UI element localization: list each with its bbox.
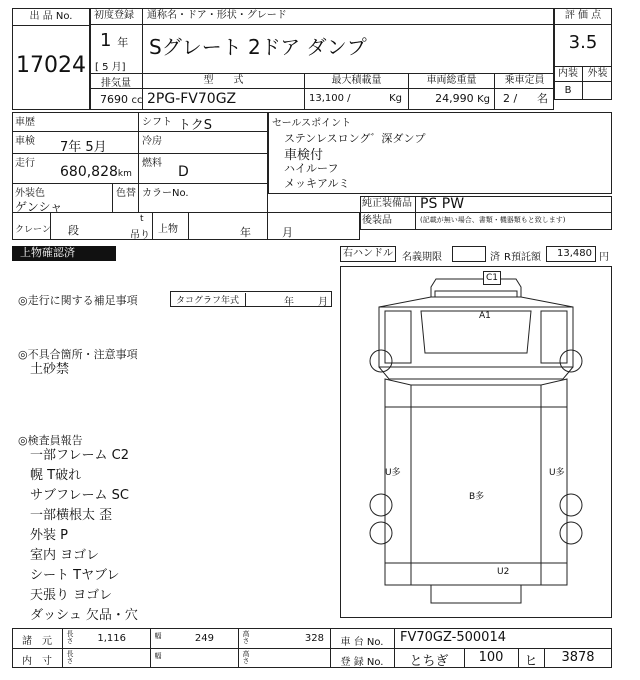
upper-divider (188, 212, 189, 240)
crane-divider (50, 212, 51, 240)
length-value: 1,116 (97, 633, 126, 644)
dump-bed (411, 385, 541, 585)
right-side-panel (541, 379, 567, 585)
upper-box (152, 212, 360, 240)
mark-u-left: U多 (385, 468, 401, 478)
first-reg-year (100, 30, 128, 51)
inner-length-label: 長さ (66, 650, 74, 664)
shift-value: トクS (178, 118, 212, 133)
displacement-unit: cc (131, 95, 143, 106)
displacement-label: 排気量 (101, 78, 131, 89)
mileage-label: 走行 (15, 158, 35, 169)
inspector-item: 室内 ヨゴレ (30, 548, 100, 563)
gross-weight-value (408, 89, 494, 110)
defect-item: 土砂禁 (30, 362, 70, 377)
inspector-item: 天張り ヨゴレ (30, 588, 113, 603)
inspector-item: ダッシュ 欠品・穴 (30, 608, 138, 623)
confirm-banner: 上物確認済 (12, 246, 116, 261)
length-label: 長さ (66, 630, 74, 644)
mark-a1: A1 (479, 311, 491, 321)
tacho-year: 年 (284, 297, 294, 308)
reg-area: とちぎ (409, 654, 449, 669)
lot-label: 出 品 No. (13, 9, 89, 26)
cab-top-edge (379, 297, 573, 307)
width-value: 249 (194, 633, 214, 644)
cab-roof (431, 279, 521, 297)
footer-row-line (12, 648, 612, 649)
model-name-label: 通称名・ドア・形状・グレード (142, 8, 554, 25)
mark-c1: C1 (483, 271, 501, 285)
first-reg-year-unit: 年 (117, 36, 129, 49)
width-label: 幅 (154, 632, 162, 639)
recycle-prefix: 済 (490, 252, 500, 263)
max-load-label: 最大積載量 (304, 73, 408, 89)
r-fee-label: R預託額 (504, 252, 541, 263)
lot-number-box (12, 8, 90, 110)
inner-height-label: 高さ (242, 650, 250, 664)
fuel-value: D (178, 164, 189, 180)
defect-title: ◎不具合箇所・注意事項 (18, 348, 138, 361)
exterior-grade (583, 82, 612, 100)
aftermarket-note: (記載が無い場合、書類・機器類もと致します) (420, 216, 566, 224)
sales-point-2: 車検付 (284, 148, 324, 163)
rear-right-wheel-2 (560, 522, 582, 544)
color-no-label: 色替 (116, 188, 136, 199)
inspector-list (30, 446, 138, 626)
interior-grade: B (554, 82, 583, 100)
aftermarket-label: 後装品 (360, 213, 416, 230)
cab-bottom (379, 367, 573, 379)
color-no2-label: カラーNo. (142, 188, 189, 199)
footer-col-2 (150, 628, 151, 668)
gross-weight-number: 24,990 (435, 92, 474, 105)
mark-u-right: U多 (549, 468, 565, 478)
model-name: Sグレート 2ドア ダンプ (142, 25, 554, 73)
max-load-unit: Kg (389, 93, 402, 104)
color-value: ゲンシャ (15, 200, 63, 214)
tachograph-label: タコグラフ年式 (170, 293, 246, 306)
gross-weight-unit: Kg (477, 94, 490, 105)
mark-u2: U2 (497, 567, 510, 577)
row-line-1 (12, 131, 268, 132)
diagram-frame (340, 266, 612, 618)
aircon-label: 冷房 (142, 136, 162, 147)
height-value: 328 (304, 633, 324, 644)
inspector-item: 一部フレーム C2 (30, 448, 129, 463)
capacity-number: 2 / (503, 92, 518, 105)
left-door (385, 311, 411, 363)
shift-label: シフト (142, 117, 172, 128)
upper-year: 年 (240, 226, 251, 239)
crane-lift: 吊り (130, 230, 150, 241)
sales-point-4: メッキアルミ (284, 177, 350, 190)
gross-weight-label: 車両総重量 (408, 73, 494, 89)
name-deadline-label: 名義期限 (402, 252, 442, 263)
row-line-2 (12, 153, 268, 154)
capacity-label: 乗車定員 (494, 73, 554, 89)
left-side-panel (385, 379, 411, 585)
cab-body (379, 307, 573, 367)
reg-label: 登 録 No. (340, 657, 384, 668)
sales-point-1: ステンレスロング゛深ダンプ (284, 132, 426, 145)
upper-month: 月 (282, 226, 293, 239)
sales-point-label: セールスポイント (272, 118, 352, 129)
sales-point-3: ハイルーフ (284, 162, 339, 175)
inner-width-label: 幅 (154, 652, 162, 659)
rhd-box: 右ハンドル (340, 246, 396, 262)
right-door (541, 311, 567, 363)
reg-number: 3878 (561, 650, 595, 665)
footer-col-1 (62, 628, 63, 668)
score-label: 評 価 点 (554, 8, 612, 25)
displacement-value (100, 93, 143, 106)
details-divider (138, 112, 139, 212)
color-divider (112, 183, 113, 212)
crane-step: 段 (68, 224, 79, 237)
cab-visor (435, 291, 517, 297)
height-label: 高さ (242, 630, 250, 644)
inspection-value: 7年 5月 (60, 140, 107, 155)
first-reg-month: [ 5 月] (95, 62, 126, 73)
inspector-title: ◎検査員報告 (18, 434, 83, 447)
inspector-item: シート Tヤブレ (30, 568, 120, 583)
truck-outline (370, 279, 582, 603)
genuine-value: PS PW (416, 196, 612, 213)
inspector-item: サブフレーム SC (30, 488, 129, 503)
max-load-value (304, 89, 408, 110)
rear-gate (431, 585, 521, 603)
row-line-3 (12, 183, 268, 184)
mark-b: B多 (469, 492, 485, 502)
tacho-month: 月 (318, 297, 328, 308)
rear-right-wheel-1 (560, 494, 582, 516)
footer-col-3 (238, 628, 239, 668)
mileage-value (60, 164, 132, 180)
max-load-number: 13,100 / (309, 93, 351, 104)
displacement-number: 7690 (100, 93, 128, 106)
first-reg-year-value: 1 (100, 30, 112, 51)
first-reg-label: 初度登録 (90, 8, 142, 25)
exterior-label: 外装 (583, 66, 612, 82)
inner-label: 内 寸 (22, 656, 52, 667)
crane-ton: t (140, 214, 144, 224)
reg-kana: ヒ (524, 654, 538, 669)
chassis-label: 車 台 No. (340, 637, 384, 648)
mileage-unit: km (117, 169, 132, 179)
inspector-item: 一部横根太 歪 (30, 508, 113, 523)
interior-label: 内装 (554, 66, 583, 82)
inspection-label: 車検 (15, 136, 35, 147)
fuel-label: 燃料 (142, 158, 162, 169)
rear-left-wheel-1 (370, 494, 392, 516)
capacity-unit: 名 (537, 92, 548, 105)
color-label: 外装色 (15, 188, 45, 199)
genuine-label: 純正装備品 (360, 196, 416, 213)
running-title: ◎走行に関する補足事項 (18, 294, 138, 307)
reg-class: 100 (478, 650, 504, 665)
score-value: 3.5 (568, 32, 598, 53)
mileage-number: 680,828 (60, 164, 118, 180)
capacity-value (494, 89, 554, 110)
truck-diagram (341, 267, 611, 617)
history-label: 車歴 (15, 117, 35, 128)
rear-left-wheel-2 (370, 522, 392, 544)
model-type-label: 型 式 (142, 73, 304, 89)
upper-label: 上物 (158, 224, 178, 235)
windshield (421, 311, 531, 353)
chassis-value: FV70GZ-500014 (400, 630, 506, 645)
inspector-item: 幌 T破れ (30, 468, 82, 483)
spec-label: 諸 元 (22, 636, 52, 647)
model-type-value: 2PG-FV70GZ (142, 89, 304, 110)
crane-label: クレーン (15, 225, 51, 235)
lot-number: 17024 (16, 53, 86, 78)
r-fee-unit: 円 (599, 252, 609, 263)
name-deadline-box (452, 246, 486, 262)
inspector-item: 外装 P (30, 528, 68, 543)
r-fee-value: 13,480 (546, 246, 596, 262)
